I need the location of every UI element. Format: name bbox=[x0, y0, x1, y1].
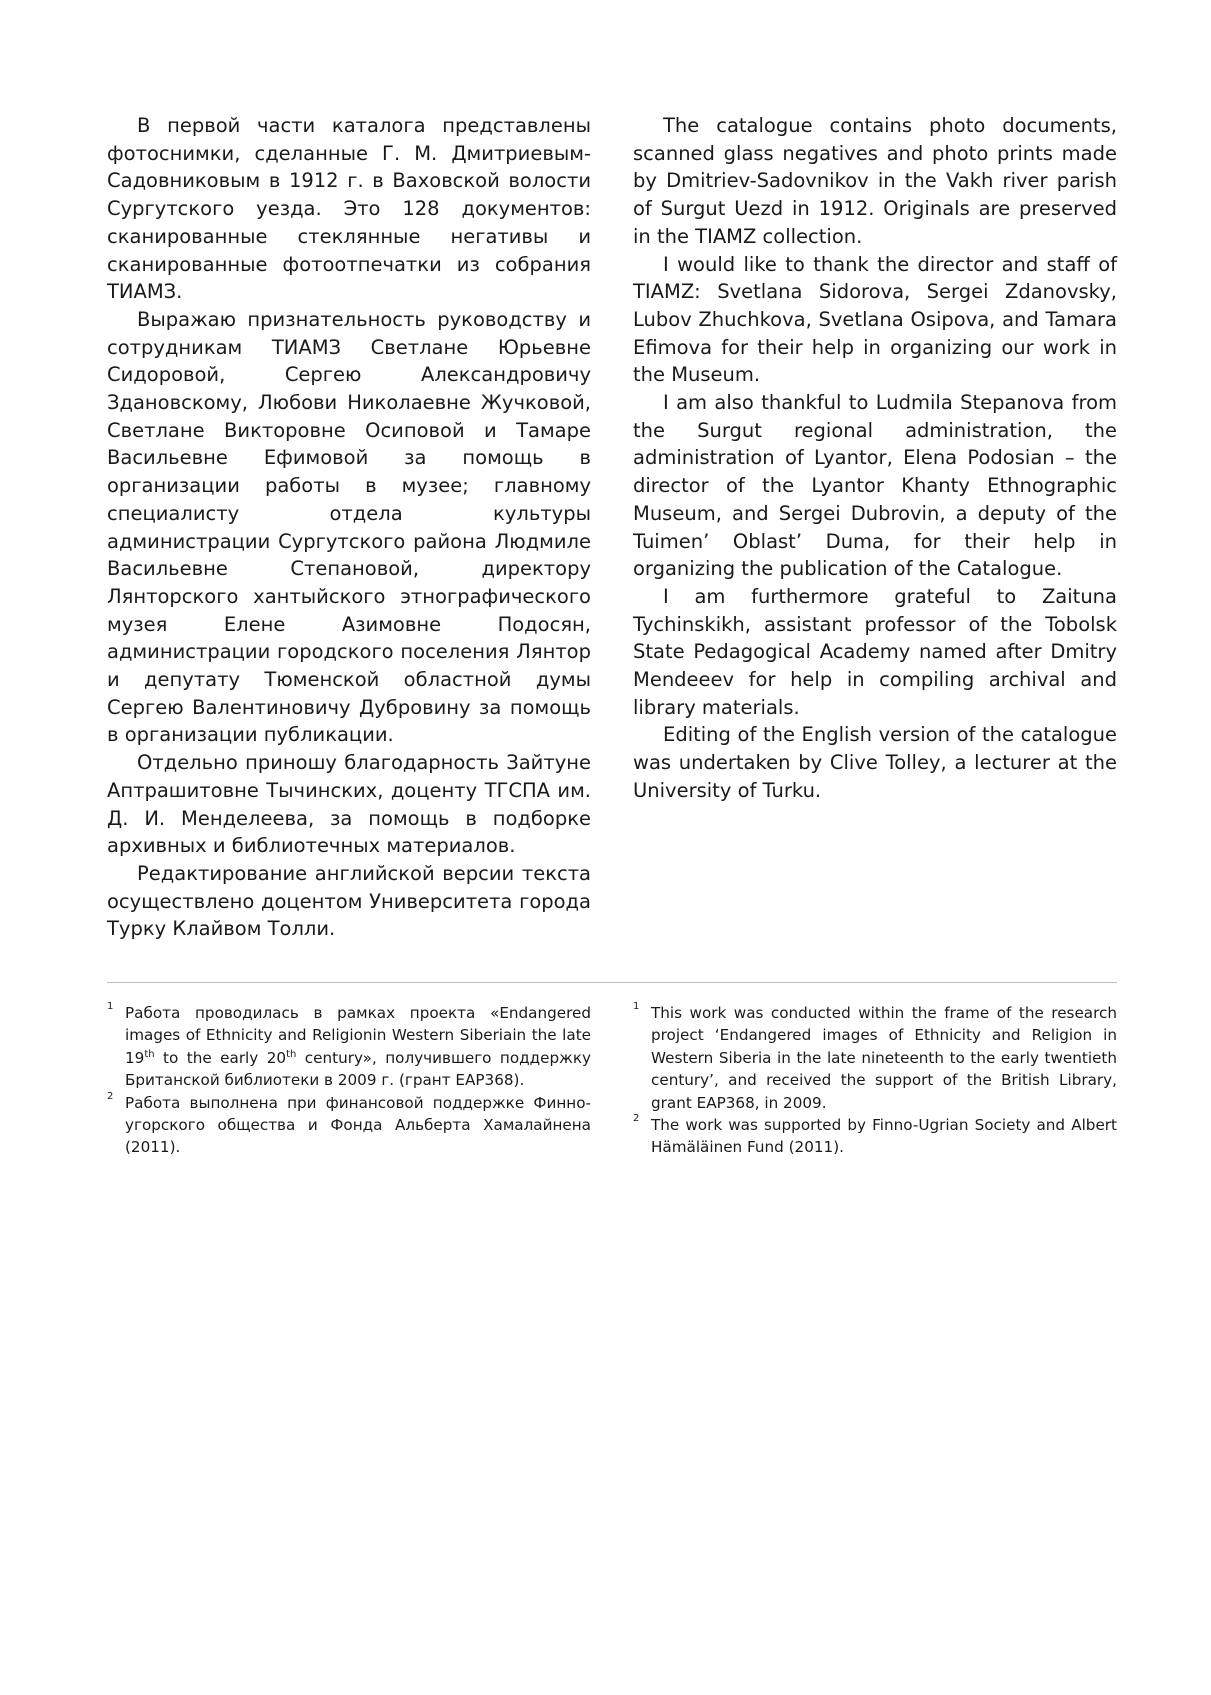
footnote-text: Работа выполнена при финансовой поддержке Финно-угорского общества и Фонда Альберта Хамалайнена (2011). bbox=[125, 1093, 591, 1157]
en-footnote-2 bbox=[633, 1114, 1117, 1159]
superscript-ordinal: th bbox=[144, 1048, 155, 1060]
footnote-text: The work was supported by Finno-Ugrian Society and Albert Hämäläinen Fund (2011). bbox=[651, 1116, 1117, 1157]
en-paragraph-3: I am also thankful to Ludmila Stepanova from the Surgut regional administration, the administration of Lyantor, Elena Podosian – the director of the Lyantor Khanty Ethnographic Museum, and Sergei Dubrovin, a deputy of the Tuimen’ Oblast’ Duma, for their help in organizing the publication of the Catalogue. bbox=[633, 391, 1117, 581]
russian-footnotes bbox=[107, 1002, 591, 1159]
footnote-text: to the early 20 bbox=[154, 1048, 287, 1067]
ru-paragraph-3: Отдельно приношу благодарность Зайтуне Аптрашитовне Тычинских, доценту ТГСПА им. Д. И. Менделеева, за помощь в подборке архивных и библиотечных материалов. bbox=[107, 751, 591, 858]
en-paragraph-4: I am furthermore grateful to Zaituna Tychinskikh, assistant professor of the Tobolsk State Pedagogical Academy named after Dmitry Mendeeev for help in compiling archival and library materials. bbox=[633, 584, 1117, 719]
en-paragraph-2: I would like to thank the director and staff of TIAMZ: Svetlana Sidorova, Sergei Zdanovsky, Lubov Zhuchkova, Svetlana Osipova, and Tamara Efimova for their help in organizing our work in the Museum. bbox=[633, 252, 1117, 387]
footnote-text: This work was conducted within the frame of the research project ‘Endangered images of Ethnicity and Religion in Western Siberia in the late nineteenth to the early twentieth century’, and received the support of the British Library, grant EAP368, in 2009. bbox=[651, 1004, 1117, 1112]
footnote-text: century», получившего поддержку Британской библиотеки в 2009 г. (грант EAP368). bbox=[125, 1048, 591, 1090]
english-footnotes bbox=[633, 1002, 1117, 1159]
footnote-marker: 2 bbox=[107, 1090, 114, 1102]
en-paragraph-5: Editing of the English version of the catalogue was undertaken by Clive Tolley, a lecturer at the University of Turku. bbox=[633, 723, 1117, 802]
english-text-column bbox=[633, 112, 1117, 805]
ru-paragraph-1: В первой части каталога представлены фотоснимки, сделанные Г. М. Дмитриевым-Садовниковым в 1912 г. в Ваховской волости Сургутского уезда. Это 128 документов: сканированные стеклянные негативы и сканированные фотоотпечатки из собрания ТИАМЗ. bbox=[107, 114, 591, 304]
ru-paragraph-4: Редактирование английской версии текста осуществлено доцентом Университета города Турку Клайвом Толли. bbox=[107, 861, 591, 941]
ru-footnote-1 bbox=[107, 1002, 591, 1092]
footnote-marker: 1 bbox=[633, 1001, 640, 1012]
en-footnote-1 bbox=[633, 1002, 1117, 1114]
ru-paragraph-2: Выражаю признательность руководству и сотрудникам ТИАМЗ Светлане Юрьевне Сидоровой, Сергею Александровичу Здановскому, Любови Николаевне Жучковой, Светлане Викторовне Осиповой и Тамаре Васильевне Ефимовой за помощь в организации работы в музее; главному специалисту отдела культуры администрации Сургутского района Людмиле Васильевне Степановой, директору Лянторского хантыйского этнографического музея Елене Азимовне Подосян, администрации городского поселения Лянтор и депутату Тюменской областной думы Сергею Валентиновичу Дубровину за помощь в организации публикации. bbox=[107, 307, 591, 747]
superscript-ordinal: th bbox=[286, 1048, 297, 1060]
footnote-divider bbox=[107, 982, 1117, 983]
en-paragraph-1: The catalogue contains photo documents, scanned glass negatives and photo prints made by Dmitriev-Sadovnikov in the Vakh river parish of Surgut Uezd in 1912. Originals are preserved in the TIAMZ collection. bbox=[633, 114, 1117, 248]
footnote-marker: 2 bbox=[633, 1113, 640, 1125]
footnote-marker: 1 bbox=[107, 1001, 114, 1012]
footnote-text: Работа проводилась в рамках проекта «Endangered images of Ethnicity and Religionin Western Siberiain the late 19 bbox=[125, 1004, 591, 1067]
russian-text-column bbox=[107, 112, 591, 943]
ru-footnote-2 bbox=[107, 1092, 591, 1159]
